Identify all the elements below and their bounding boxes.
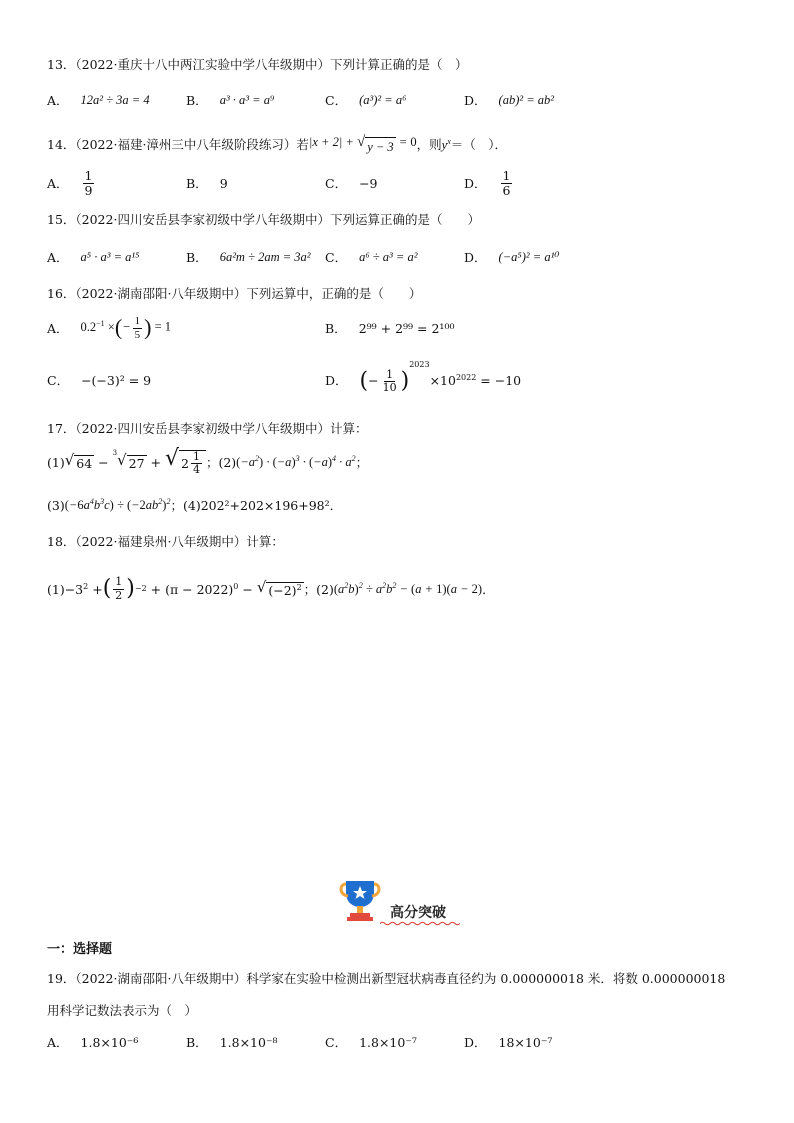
option-a: A． $0.2^{-1}$ ×(− $\frac{1}{5}$ ) = 1: [47, 315, 172, 341]
option-c: C． 1.8×10⁻⁷: [325, 1034, 417, 1050]
option-d: D． (−a⁵)² = a¹⁰: [464, 250, 560, 265]
option-d-expr: (− $\frac{1}{10}$ )$^{2023}\times 10^{2022} = -10$: [359, 360, 522, 395]
sqrt-64: √ 64: [64, 451, 93, 471]
question-17-parts-1-2: (1) √ 64 − 3 √ 27 + √ 2 $\frac{1}{4}$ ；(2) $(-a^2) \cdot (-a)^3 \cdot (-a)^4 \cdot a^2$ ；: [47, 445, 369, 476]
option-c: C． −(−3)² = 9: [47, 372, 152, 388]
option-b: B． 2⁹⁹ + 2⁹⁹ = 2¹⁰⁰: [325, 320, 455, 336]
question-18-part-2-expr: $(a^2b)^2 \div a^2b^2 - (a + 1)(a - 2)$: [333, 580, 483, 596]
option-a-fraction: $\frac{1}{9}$: [84, 167, 93, 198]
option-a-expr: a⁵ · a³ = a¹⁵: [80, 249, 140, 264]
question-19-options: [47, 1022, 747, 1062]
sqrt-mixed-fraction: √ 2 $\frac{1}{4}$: [165, 448, 206, 476]
question-16-options-row1: [47, 308, 747, 348]
option-d: D． $\frac{1}{6}$: [464, 167, 511, 198]
option-b-expr: a³ · a³ = a⁹: [219, 92, 275, 107]
question-13-options: [47, 80, 747, 120]
option-b-expr: 9: [219, 175, 228, 191]
question-15-stem: 15．（2022·四川安岳县李家初级中学八年级期中）下列运算正确的是（ ）: [47, 212, 480, 227]
option-a: A． $\frac{1}{9}$: [47, 167, 93, 198]
question-17-parts-3-4: (3) $(-6a^4b^3c) \div (-2ab^2)^2$ ； (4)202²+202×196+98²．: [47, 496, 343, 513]
cbrt-27: 3 √ 27: [112, 449, 145, 471]
question-16-options-row2: [47, 360, 747, 400]
question-17-part-3-expr: $(-6a^4b^3c) \div (-2ab^2)^2$: [64, 496, 171, 512]
question-14-target: $y^x$: [441, 136, 451, 152]
option-a: A． 12a² ÷ 3a = 4: [47, 92, 150, 108]
section-heading: 一：选择题: [47, 942, 113, 957]
option-b-expr: 2⁹⁹ + 2⁹⁹ = 2¹⁰⁰: [358, 320, 455, 336]
question-16-stem: 16．（2022·湖南邵阳·八年级期中）下列运算中，正确的是（ ）: [47, 286, 422, 301]
high-score-badge: [338, 877, 463, 925]
option-b: B． 9: [186, 175, 228, 191]
trophy-icon: [338, 877, 382, 923]
option-c: C． a⁶ ÷ a³ = a²: [325, 249, 418, 265]
option-c: C． (a³)² = a⁶: [325, 92, 407, 108]
option-b-expr: 6a²m ÷ 2am = 3a²: [219, 249, 311, 264]
option-a: A． a⁵ · a³ = a¹⁵: [47, 249, 140, 265]
question-14-condition: |x + 2| + √ y − 3 = 0: [308, 134, 417, 154]
option-b: B． 6a²m ÷ 2am = 3a²: [186, 249, 311, 265]
question-17-part-2-expr: $(-a^2) \cdot (-a)^3 \cdot (-a)^4 \cdot a^2$: [236, 453, 356, 469]
option-c-expr: a⁶ ÷ a³ = a²: [359, 249, 418, 264]
option-d: D． (ab)² = ab²: [464, 92, 555, 108]
question-14-options: [47, 163, 747, 203]
option-b-expr: 1.8×10⁻⁸: [219, 1034, 278, 1050]
option-d-expr: (ab)² = ab²: [498, 92, 555, 107]
option-a-expr: $0.2^{-1}$ ×(− $\frac{1}{5}$ ) = 1: [80, 315, 172, 341]
option-b: B． a³ · a³ = a⁹: [186, 92, 275, 108]
option-d: D． 18×10⁻⁷: [464, 1034, 553, 1050]
option-b: B． 1.8×10⁻⁸: [186, 1034, 278, 1050]
option-d-fraction: $\frac{1}{6}$: [502, 167, 511, 198]
option-d: D． (− $\frac{1}{10}$ )$^{2023}\times 10^{2022} = -10$: [325, 360, 522, 395]
question-19-stem-line2: 用科学记数法表示为（ ）: [47, 1003, 198, 1018]
option-a-expr: 1.8×10⁻⁶: [80, 1034, 139, 1050]
option-a-expr: 12a² ÷ 3a = 4: [80, 92, 150, 107]
option-c-expr: (a³)² = a⁶: [359, 92, 407, 107]
option-c-expr: −(−3)² = 9: [81, 372, 152, 388]
question-19-stem-line1: 19．（2022·湖南邵阳·八年级期中）科学家在实验中检测出新型冠状病毒直径约为 0.000000018 米．将数 0.000000018: [47, 971, 726, 986]
question-14-stem: 14．（2022·福建·漳州三中八年级阶段练习）若 |x + 2| + √ y − 3 = 0 ，则 $y^x$ ＝（ ）．: [47, 134, 508, 154]
question-18-stem: 18．（2022·福建泉州·八年级期中）计算：: [47, 534, 284, 549]
badge-title: 高分突破: [390, 905, 446, 921]
option-c: C． −9: [325, 175, 378, 191]
question-18-parts: $(1)-3^2$ + ( $\frac{1}{2}$ ) −2 + $(\pi - 2022)^0$ − √ $(-2)^2$ ；(2) $(a^2b)^2 \div a^2b^2 - (a + 1)(a - 2)$ ．: [47, 575, 495, 602]
option-d-expr: 18×10⁻⁷: [498, 1034, 553, 1050]
question-13-stem: 13．（2022·重庆十八中两江实验中学八年级期中）下列计算正确的是（ ）: [47, 57, 468, 72]
sqrt-neg2-squared: √ $(-2)^2$: [256, 578, 302, 598]
question-15-options: [47, 237, 747, 277]
question-17-stem: 17．（2022·四川安岳县李家初级中学八年级期中）计算：: [47, 421, 368, 436]
option-c-expr: 1.8×10⁻⁷: [359, 1034, 417, 1050]
question-17-part-4: (4)202²+202×196+98²．: [182, 498, 343, 513]
option-a: A． 1.8×10⁻⁶: [47, 1034, 139, 1050]
badge-wavy-underline: [380, 921, 460, 926]
option-d-expr: (−a⁵)² = a¹⁰: [498, 250, 560, 264]
option-c-expr: −9: [359, 175, 378, 191]
